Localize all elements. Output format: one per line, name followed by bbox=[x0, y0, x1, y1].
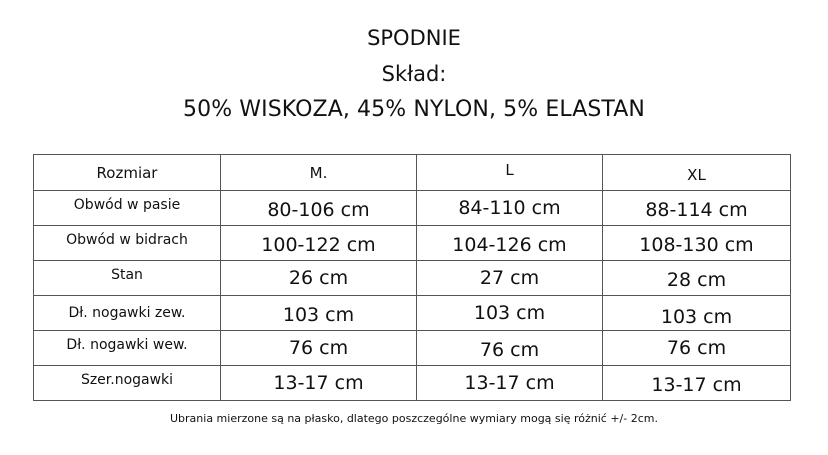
cell-text: 26 cm bbox=[288, 267, 349, 289]
row-label bbox=[34, 366, 221, 401]
table-row bbox=[34, 366, 791, 401]
cell-text: 13-17 cm bbox=[651, 374, 742, 396]
table-cell bbox=[603, 226, 791, 261]
row-label bbox=[34, 261, 221, 296]
table-cell bbox=[417, 296, 603, 331]
header-size-l-text: L bbox=[505, 160, 514, 179]
table-cell bbox=[603, 366, 791, 401]
cell-text: 100-122 cm bbox=[261, 234, 376, 256]
table-cell bbox=[221, 261, 417, 296]
cell-text: 88-114 cm bbox=[645, 199, 748, 221]
table-row bbox=[34, 296, 791, 331]
cell-text: 84-110 cm bbox=[458, 197, 561, 219]
table-cell bbox=[603, 296, 791, 331]
cell-text: 13-17 cm bbox=[464, 372, 555, 394]
size-table bbox=[33, 154, 791, 401]
header-size-l bbox=[417, 155, 603, 191]
table-cell bbox=[221, 226, 417, 261]
header-size-label: Rozmiar bbox=[34, 155, 221, 191]
table-header-row bbox=[34, 155, 791, 191]
header-size-m bbox=[221, 155, 417, 191]
table-cell bbox=[417, 191, 603, 226]
row-label-text: Obwód w bidrach bbox=[66, 232, 188, 248]
row-label bbox=[34, 226, 221, 261]
row-label-text: Dł. nogawki wew. bbox=[66, 337, 188, 353]
cell-text: 103 cm bbox=[473, 302, 546, 324]
table-cell bbox=[221, 331, 417, 366]
table-cell bbox=[417, 226, 603, 261]
row-label bbox=[34, 296, 221, 331]
table-cell bbox=[417, 366, 603, 401]
table-cell bbox=[221, 366, 417, 401]
row-label-text: Obwód w pasie bbox=[73, 197, 181, 213]
row-label bbox=[34, 331, 221, 366]
cell-text: 76 cm bbox=[288, 337, 349, 359]
table-row bbox=[34, 261, 791, 296]
table-cell bbox=[603, 331, 791, 366]
table-cell bbox=[417, 331, 603, 366]
cell-text: 103 cm bbox=[660, 306, 733, 328]
table-row bbox=[34, 191, 791, 226]
table-cell bbox=[603, 191, 791, 226]
table-cell bbox=[221, 191, 417, 226]
table-cell bbox=[603, 261, 791, 296]
composition-label: Skład: bbox=[381, 62, 447, 86]
row-label-text: Stan bbox=[111, 267, 143, 283]
product-title: SPODNIE bbox=[367, 26, 461, 50]
cell-text: 28 cm bbox=[666, 269, 727, 291]
row-label-text: Dł. nogawki zew. bbox=[68, 305, 186, 321]
measurement-footnote: Ubrania mierzone są na płasko, dlatego poszczególne wymiary mogą się różnić +/- 2cm. bbox=[170, 412, 658, 425]
cell-text: 27 cm bbox=[479, 267, 540, 289]
cell-text: 104-126 cm bbox=[452, 234, 567, 256]
cell-text: 108-130 cm bbox=[639, 234, 754, 256]
composition-value: 50% WISKOZA, 45% NYLON, 5% ELASTAN bbox=[183, 97, 645, 122]
header-size-xl-text: XL bbox=[687, 165, 706, 184]
cell-text: 76 cm bbox=[666, 337, 727, 359]
cell-text: 13-17 cm bbox=[273, 372, 364, 394]
header-size-xl bbox=[603, 155, 791, 191]
table-row bbox=[34, 226, 791, 261]
header-size-m-text: M. bbox=[309, 163, 328, 182]
table-cell bbox=[221, 296, 417, 331]
row-label-text: Szer.nogawki bbox=[80, 372, 174, 388]
table-row bbox=[34, 331, 791, 366]
row-label bbox=[34, 191, 221, 226]
cell-text: 103 cm bbox=[282, 304, 355, 326]
table-cell bbox=[417, 261, 603, 296]
cell-text: 76 cm bbox=[479, 339, 540, 361]
cell-text: 80-106 cm bbox=[267, 199, 370, 221]
